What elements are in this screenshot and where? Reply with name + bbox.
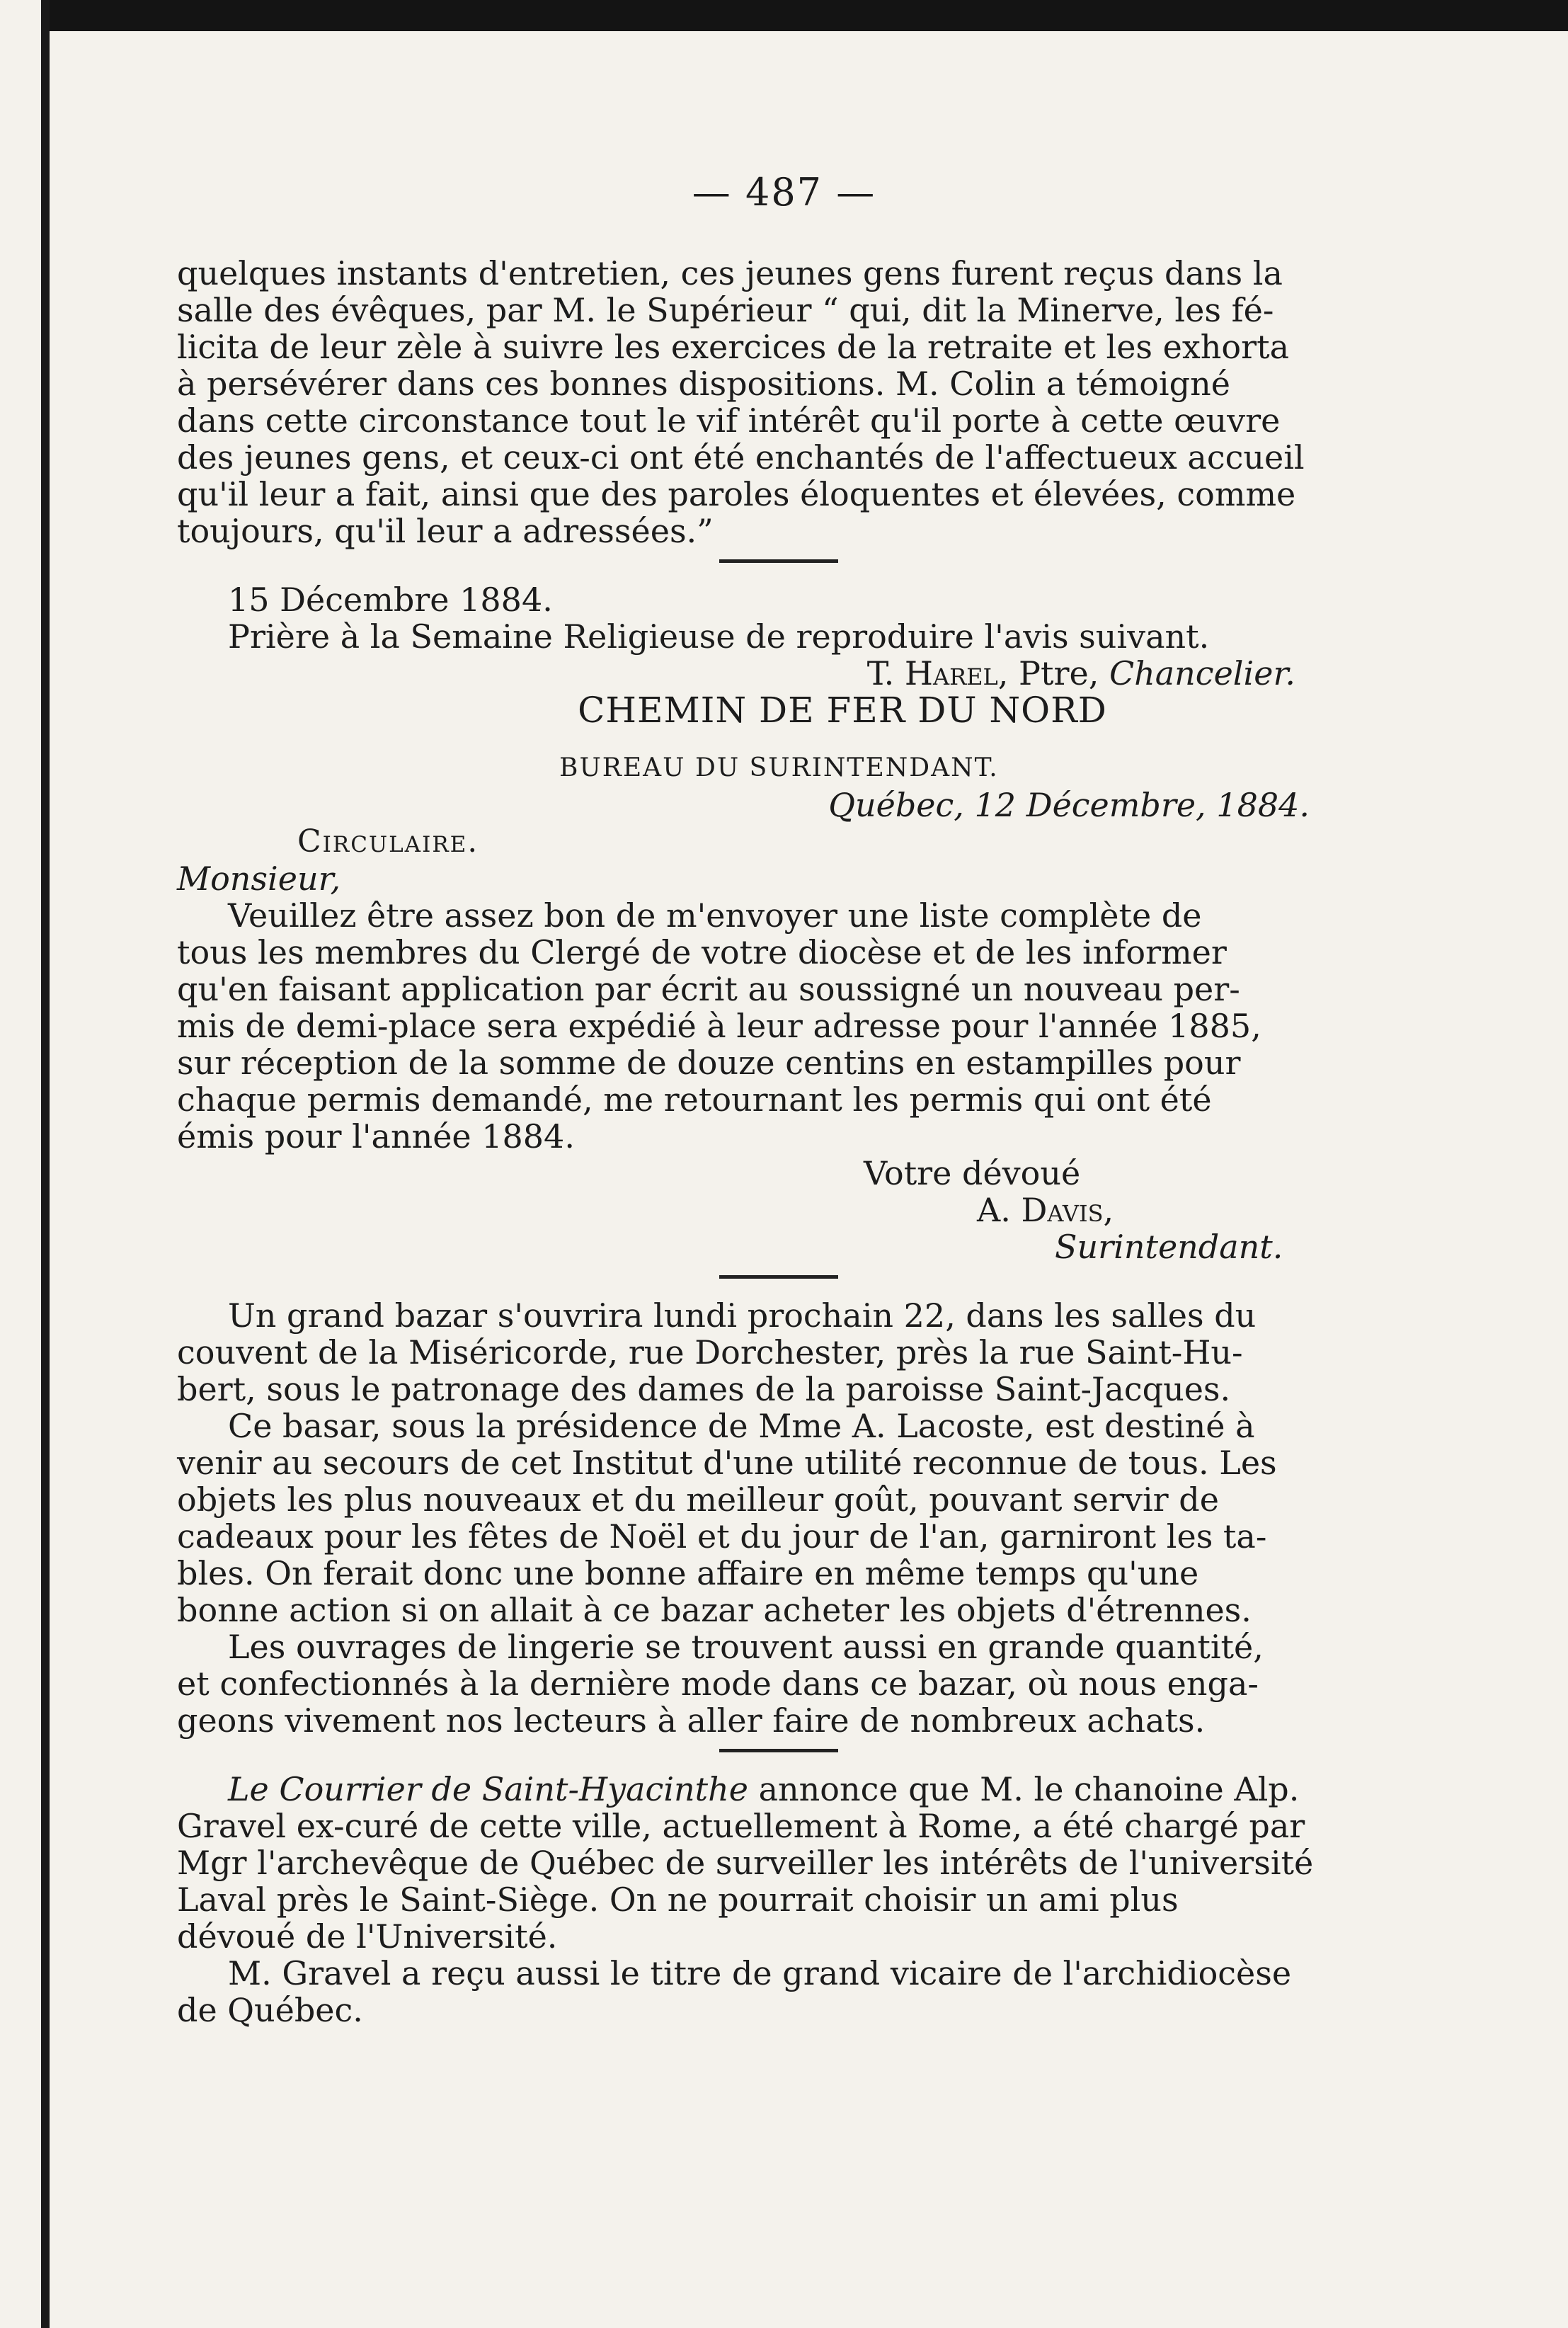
closing-title: Surintendant. bbox=[1055, 1228, 1283, 1266]
text-line: Mgr l'archevêque de Québec de surveiller les intérêts de l'université bbox=[177, 1844, 1314, 1882]
text-line: des jeunes gens, et ceux-ci ont été enchantés de l'affectueux accueil bbox=[177, 438, 1305, 477]
text-line: tous les membres du Clergé de votre diocèse et de les informer bbox=[177, 933, 1227, 971]
chancellor-role: Chancelier. bbox=[1109, 654, 1295, 692]
chancellor-name: T. Harel bbox=[866, 654, 998, 692]
bureau-label: BUREAU DU SURINTENDANT. bbox=[559, 753, 999, 782]
page-body bbox=[177, 255, 1380, 2029]
notice-heading: CHEMIN DE FER DU NORD bbox=[578, 690, 1107, 731]
text-line: qu'en faisant application par écrit au soussigné un nouveau per- bbox=[177, 970, 1240, 1008]
text-line: à persévérer dans ces bonnes dispositions. M. Colin a témoigné bbox=[177, 365, 1230, 403]
article-retreat bbox=[177, 255, 1380, 549]
text-line: sur réception de la somme de douze centins en estampilles pour bbox=[177, 1044, 1241, 1082]
text-line: Gravel ex-curé de cette ville, actuellement à Rome, a été chargé par bbox=[177, 1807, 1305, 1845]
text-line: mis de demi-place sera expédié à leur adresse pour l'année 1885, bbox=[177, 1007, 1261, 1045]
text-line: Ce basar, sous la présidence de Mme A. Lacoste, est destiné à bbox=[228, 1407, 1255, 1445]
text-line: Le Courrier de Saint-Hyacinthe annonce que M. le chanoine Alp. bbox=[228, 1770, 1300, 1808]
closing-name: A. Davis, bbox=[977, 1191, 1114, 1229]
text-line: bert, sous le patronage des dames de la paroisse Saint-Jacques. bbox=[177, 1370, 1231, 1408]
chancellor-signature bbox=[177, 655, 1380, 692]
text-line: M. Gravel a reçu aussi le titre de grand vicaire de l'archidiocèse bbox=[228, 1954, 1292, 1992]
page-number: — 487 — bbox=[692, 170, 876, 215]
text-line: Les ouvrages de lingerie se trouvent aussi en grande quantité, bbox=[228, 1628, 1264, 1666]
section-divider bbox=[719, 1749, 838, 1752]
text-line: bonne action si on allait à ce bazar acheter les objets d'étrennes. bbox=[177, 1591, 1252, 1629]
text-line: qu'il leur a fait, ainsi que des paroles éloquentes et élevées, comme bbox=[177, 475, 1296, 513]
top-border bbox=[41, 0, 1568, 31]
text-line: et confectionnés à la dernière mode dans ce bazar, où nous enga- bbox=[177, 1665, 1259, 1703]
chancellor-title: , Ptre, bbox=[997, 654, 1109, 692]
section-divider bbox=[719, 559, 838, 563]
text-line: couvent de la Miséricorde, rue Dorchester, près la rue Saint-Hu- bbox=[177, 1333, 1243, 1371]
text-line: venir au secours de cet Institut d'une utilité reconnue de tous. Les bbox=[177, 1444, 1277, 1482]
circulaire-label: Circulaire. bbox=[297, 823, 479, 860]
article-railway-notice bbox=[177, 581, 1380, 1265]
text-line: émis pour l'année 1884. bbox=[177, 1117, 575, 1156]
text-line: geons vivement nos lecteurs à aller faire de nombreux achats. bbox=[177, 1701, 1206, 1740]
text-line: salle des évêques, par M. le Supérieur “ qui, dit la Minerve, les fé- bbox=[177, 291, 1274, 329]
place-date: Québec, 12 Décembre, 1884. bbox=[828, 786, 1310, 824]
text-line: bles. On ferait donc une bonne affaire en même temps qu'une bbox=[177, 1554, 1199, 1592]
text-line: Un grand bazar s'ouvrira lundi prochain 22, dans les salles du bbox=[228, 1296, 1257, 1335]
article-bazaar bbox=[177, 1297, 1380, 1739]
text-line: dans cette circonstance tout le vif intérêt qu'il porte à cette œuvre bbox=[177, 401, 1281, 440]
text-line: Veuillez être assez bon de m'envoyer une liste complète de bbox=[228, 896, 1202, 935]
section-divider bbox=[719, 1275, 838, 1279]
article-gravel bbox=[177, 1771, 1380, 2029]
text-line: de Québec. bbox=[177, 1991, 363, 2029]
text-line: licita de leur zèle à suivre les exercices de la retraite et les exhorta bbox=[177, 328, 1290, 366]
notice-date: 15 Décembre 1884. bbox=[228, 581, 553, 619]
text-line: cadeaux pour les fêtes de Noël et du jour de l'an, garniront les ta- bbox=[177, 1517, 1267, 1556]
closing: Votre dévoué bbox=[864, 1154, 1081, 1192]
left-border bbox=[41, 0, 50, 2328]
text-line: quelques instants d'entretien, ces jeunes gens furent reçus dans la bbox=[177, 254, 1283, 292]
text-line: Laval près le Saint-Siège. On ne pourrait choisir un ami plus bbox=[177, 1881, 1179, 1919]
notice-request: Prière à la Semaine Religieuse de reproduire l'avis suivant. bbox=[228, 617, 1210, 656]
source-title: Le Courrier de Saint-Hyacinthe bbox=[228, 1770, 748, 1808]
text-line: objets les plus nouveaux et du meilleur goût, pouvant servir de bbox=[177, 1480, 1219, 1519]
salutation: Monsieur, bbox=[177, 860, 341, 898]
text-line: toujours, qu'il leur a adressées.” bbox=[177, 512, 714, 550]
text-line: dévoué de l'Université. bbox=[177, 1917, 558, 1956]
text-line: chaque permis demandé, me retournant les permis qui ont été bbox=[177, 1080, 1212, 1119]
